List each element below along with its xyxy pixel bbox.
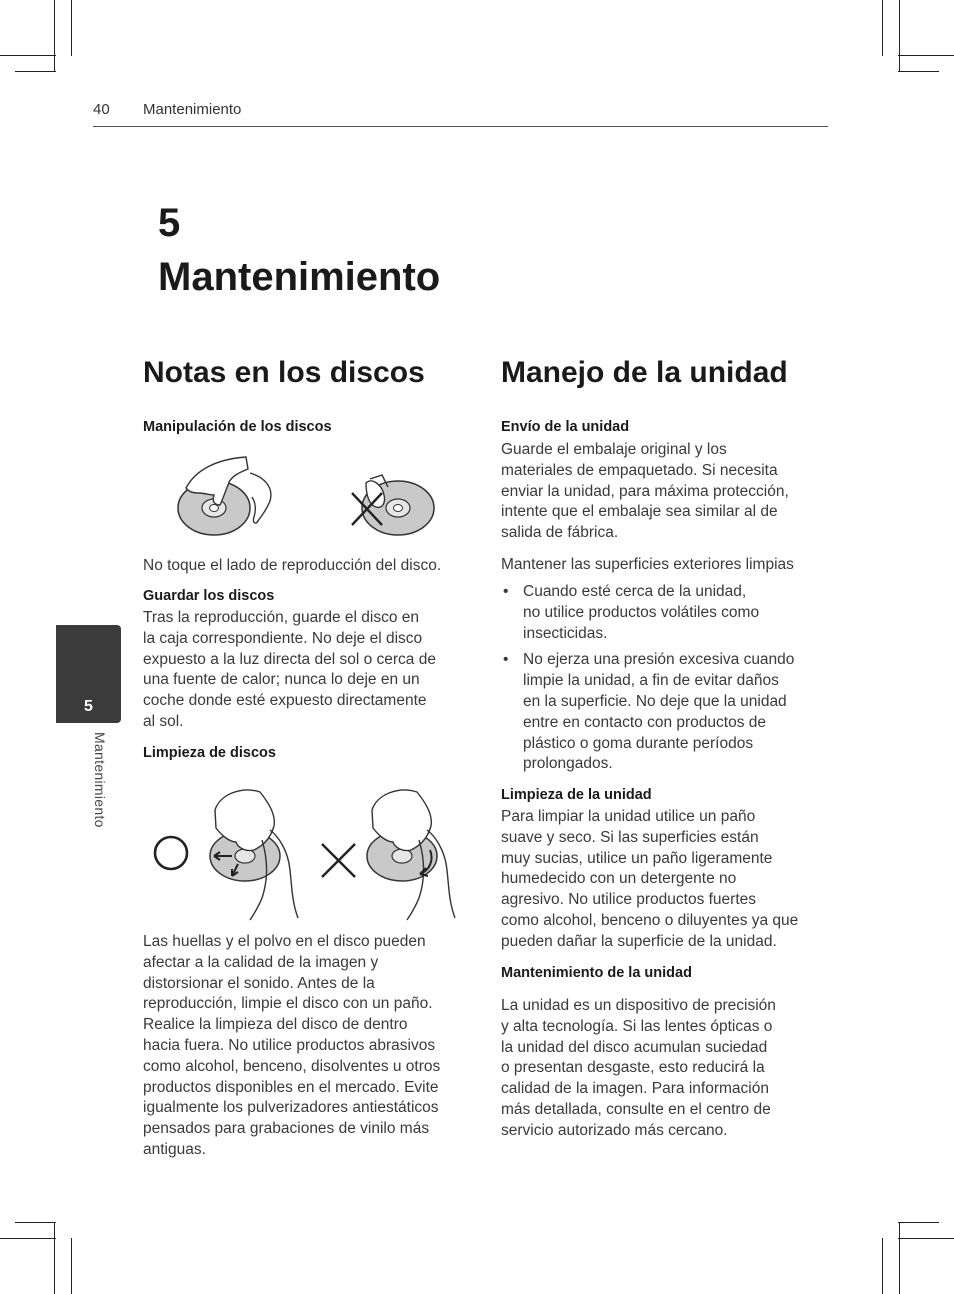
maintenance-text: La unidad es un dispositivo de precisión y alta tecnología. Si las lentes ópticas o la unidad del disco acumulan suciedad o presentan desgaste, esto reducirá la calidad de la imagen. Para información más detallada, consulte en el centro de servicio autorizado más cercano. [501,997,776,1139]
crop-mark [899,1222,900,1294]
crop-mark [15,1222,56,1223]
disc-wipe-circular-icon [367,790,455,920]
heading-unit-cleaning: Limpieza de la unidad [501,787,652,803]
crop-mark [54,0,55,72]
list-item: • Cuando esté cerca de la unidad, no utilice productos volátiles como insecticidas. [503,583,760,642]
running-header: Mantenimiento [143,101,242,118]
crop-mark [882,1238,883,1294]
disc-held-correctly-icon [178,457,271,535]
crop-mark [71,1238,72,1294]
shipping-text: Guarde el embalaje original y los materiales de empaquetado. Si necesita enviar la unidad, para máxima protección, intente que el embalaje sea similar al de salida de fábrica. [501,441,789,542]
disc-wipe-outward-icon [210,790,298,920]
disc-handling-illustration [170,455,440,540]
crop-mark [54,1222,55,1294]
storage-text: Tras la reproducción, guarde el disco en la caja correspondiente. No deje el disco expuesto a la luz directa del sol o cerca de una fuente de calor; nunca lo deje en un coche donde esté expuesto directamente al sol. [143,609,436,730]
crop-mark [0,55,56,56]
heading-cleaning: Limpieza de discos [143,745,276,761]
crop-mark [898,71,939,72]
cleaning-text: Las huellas y el polvo en el disco pueden afectar a la calidad de la imagen y distorsionar el sonido. Antes de la reproducción, limpie el disco con un paño. Realice la limpieza del disco de dentro hacia fuera. No utilice productos abrasivos como alcohol, benceno, disolventes u otros productos disponibles en el mercado. Evite igualmente los pulverizadores antiestáticos pensados para grabaciones de vinilo más antiguas. [143,933,441,1158]
chapter-heading [158,196,440,304]
disc-cleaning-illustration [150,780,460,920]
correct-circle-icon [155,837,187,869]
unit-cleaning-text: Para limpiar la unidad utilice un paño suave y seco. Si las superficies están muy sucias, utilice un paño ligeramente humedecido con un detergente no agresivo. No utilice productos fuertes como alcohol, benceno o diluyentes ya que pueden dañar la superficie de la unidad. [501,808,799,950]
surfaces-intro: Mantener las superficies exteriores limpias [501,556,794,573]
section-title-discs: Notas en los discos [143,356,425,389]
disc-touched-wrong-icon [352,475,434,535]
crop-mark [898,55,954,56]
crop-mark [898,1222,939,1223]
heading-maintenance: Mantenimiento de la unidad [501,965,692,981]
crop-mark [15,71,56,72]
crop-mark [899,0,900,72]
header-rule [93,126,828,127]
wrong-cross-icon [322,844,355,877]
list-item: • No ejerza una presión excesiva cuando limpie la unidad, a fin de evitar daños en la superficie. No deje que la unidad entre en contacto con productos de plástico o goma durante períodos prolongados. [503,651,795,773]
handling-caption: No toque el lado de reproducción del disco. [143,557,442,574]
chapter-title: Mantenimiento [158,255,441,299]
chapter-tab-label: Mantenimiento [92,732,108,828]
chapter-number: 5 [158,201,181,245]
bullet-marker: • [503,651,509,669]
crop-mark [898,1238,954,1239]
heading-handling: Manipulación de los discos [143,419,332,435]
chapter-tab-number: 5 [84,698,93,715]
page-number: 40 [93,101,110,118]
heading-shipping: Envío de la unidad [501,419,630,435]
heading-storage: Guardar los discos [143,588,275,604]
crop-mark [71,0,72,56]
crop-mark [882,0,883,56]
bullet-marker: • [503,583,509,600]
surfaces-bullet-list [501,582,831,781]
crop-mark [0,1238,56,1239]
section-title-unit: Manejo de la unidad [501,356,788,389]
